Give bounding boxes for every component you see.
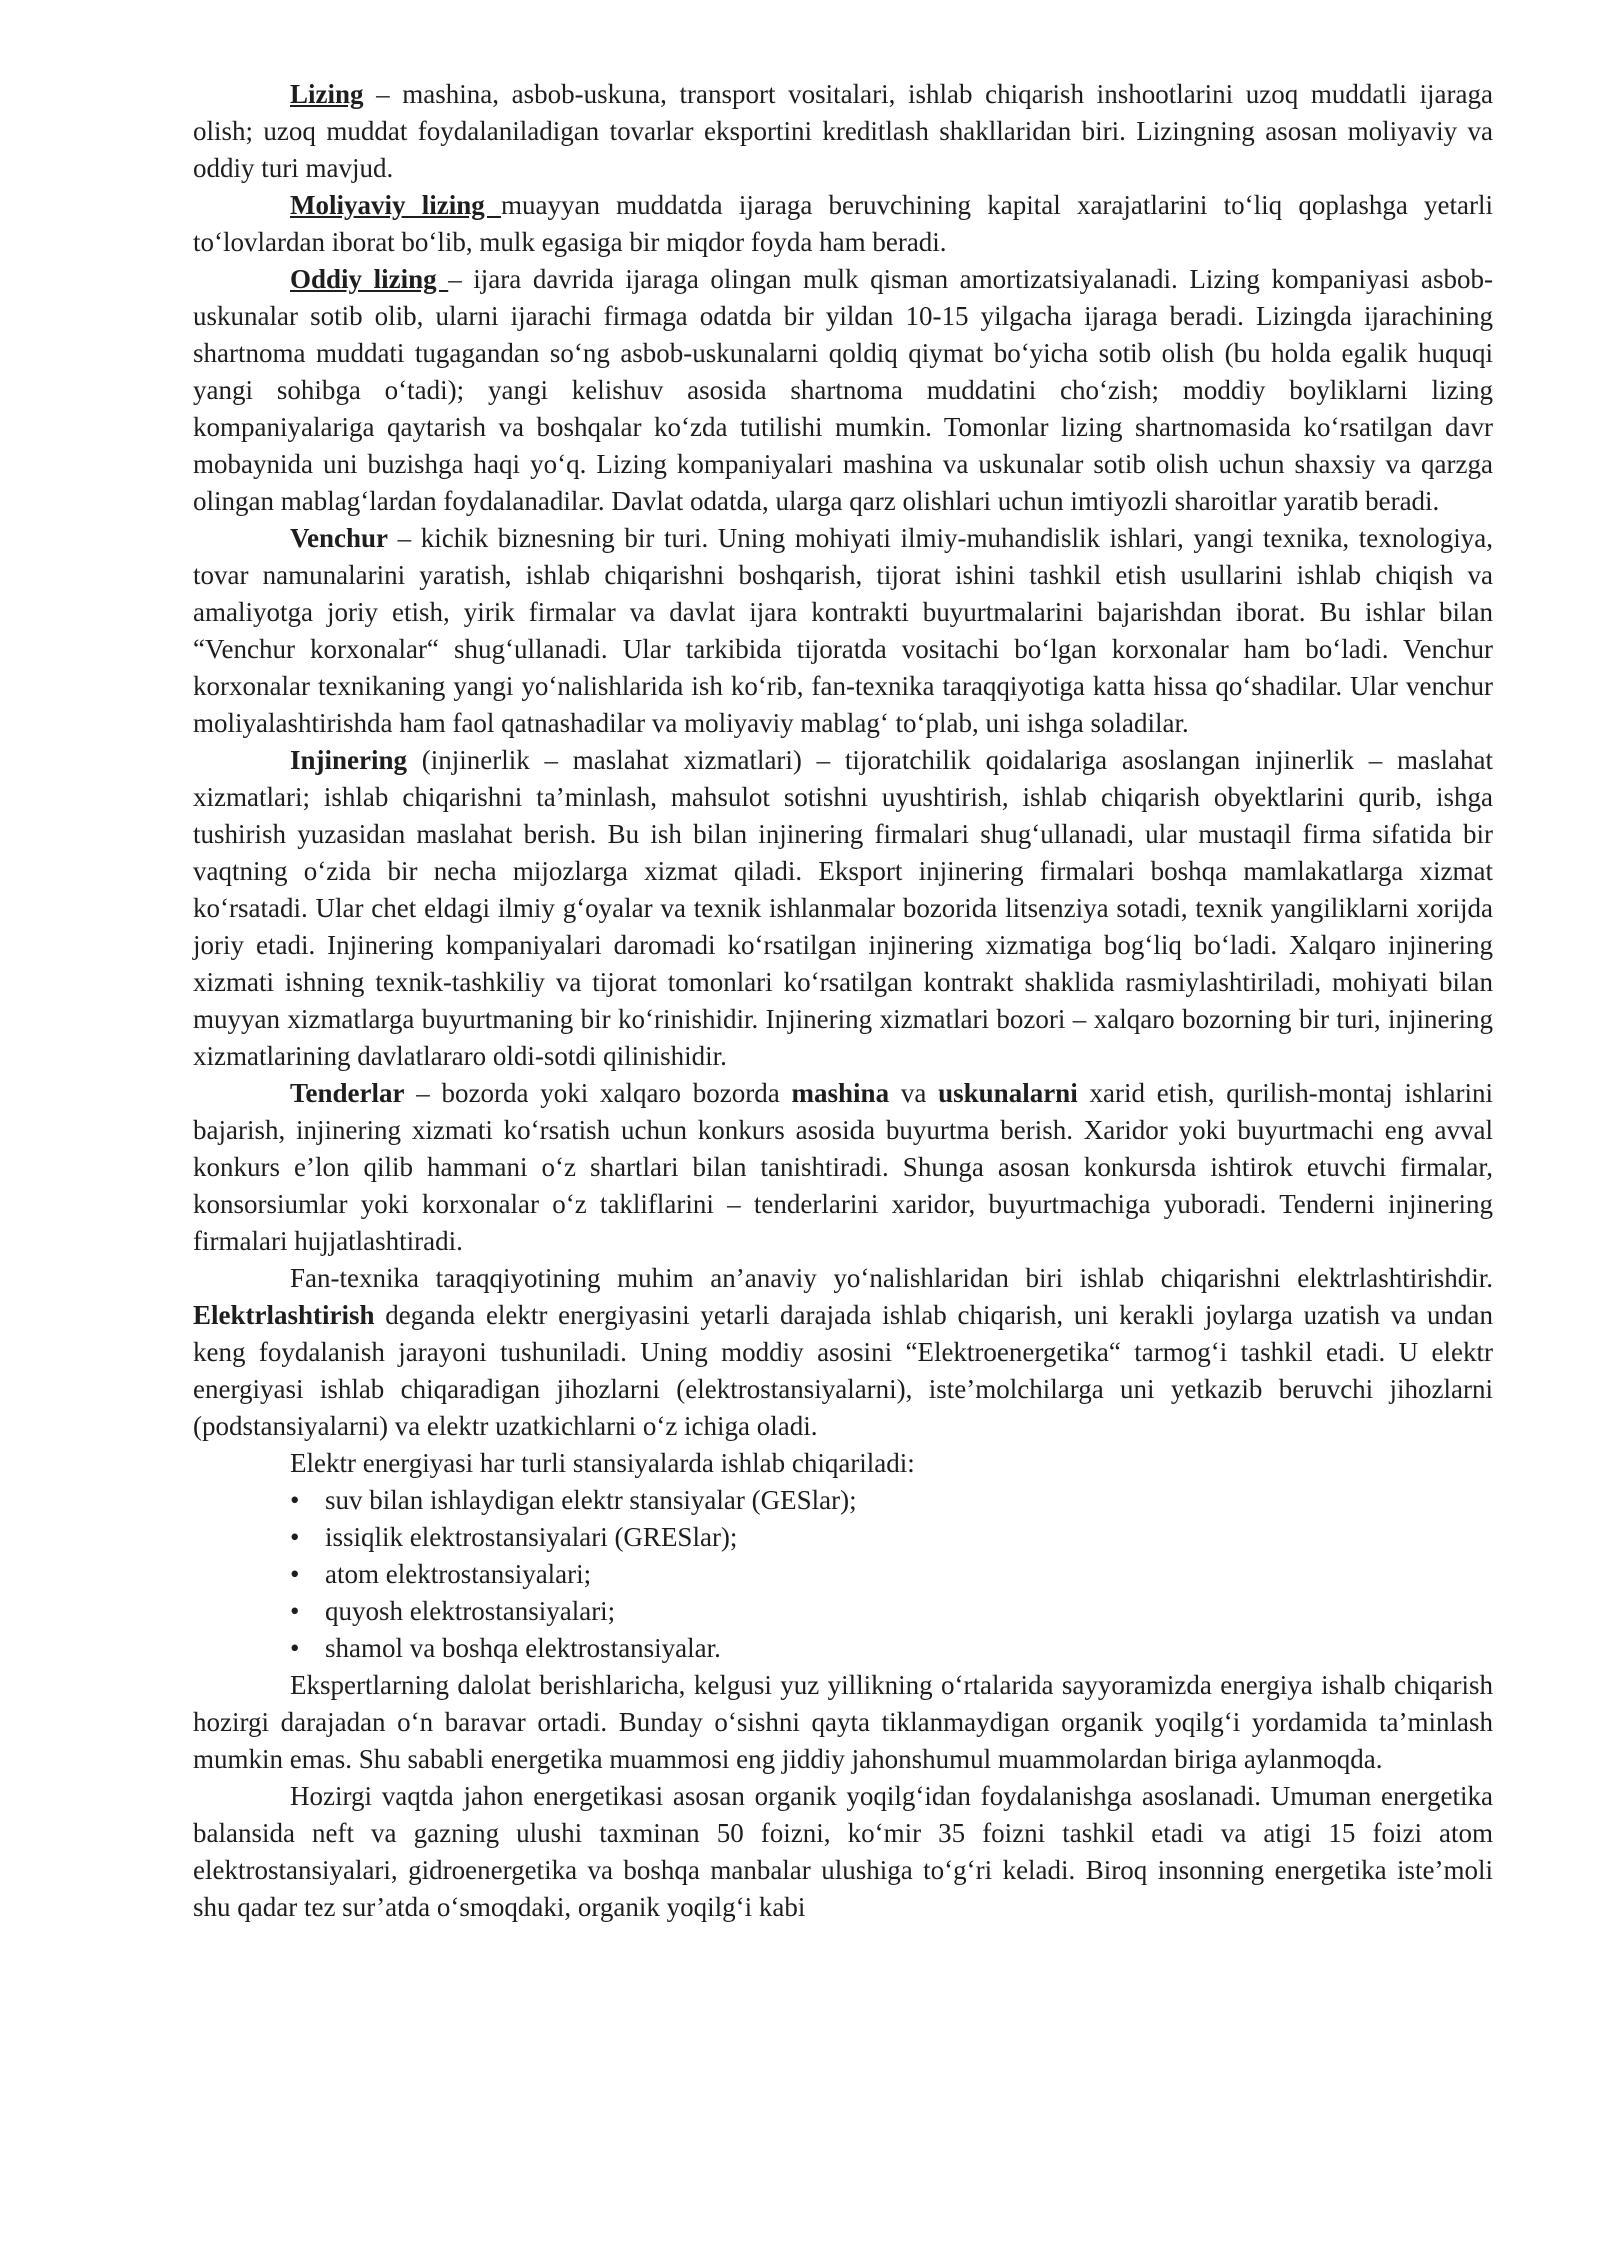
bullet-icon: • — [290, 1522, 300, 1552]
term-oddiy-lizing: Oddiy lizing — [290, 264, 449, 294]
list-item — [193, 1482, 1493, 1519]
list-item — [193, 1519, 1493, 1556]
bullet-icon: • — [290, 1633, 300, 1663]
list-item — [193, 1556, 1493, 1593]
document-page — [193, 76, 1493, 1926]
bullet-icon: • — [290, 1596, 300, 1626]
paragraph-moliyaviy-lizing — [193, 187, 1493, 261]
term-tenderlar: Tenderlar — [290, 1078, 405, 1108]
paragraph-text: va — [889, 1078, 939, 1108]
term-uskunalarni: uskunalarni — [938, 1078, 1078, 1108]
list-item-text: quyosh elektrostansiyalari; — [325, 1596, 616, 1626]
list-item-text: shamol va boshqa elektrostansiyalar. — [325, 1633, 721, 1663]
paragraph-text: – mashina, asbob-uskuna, transport vositalari, ishlab chiqarish inshootlarini uzoq muddatli ijaraga olish; uzoq muddat foydalaniladigan tovarlar eksportini kreditlash shakllaridan biri. Lizingning asosan moliyaviy va oddiy turi mavjud. — [193, 79, 1493, 183]
paragraph-injinering — [193, 742, 1493, 1075]
paragraph-text: (injinerlik – maslahat xizmatlari) – tijoratchilik qoidalariga asoslangan injinerlik – maslahat xizmatlari; ishlab chiqarishni ta’minlash, mahsulot sotishni uyushtirish, ishlab chiqarish obyektlarini qurib, ishga tushirish yuzasidan maslahat berish. Bu ish bilan injinering firmalari shug‘ullanadi, ular mustaqil firma sifatida bir vaqtning o‘zida bir necha mijozlarga xizmat qiladi. Eksport injinering firmalari boshqa mamlakatlarga xizmat ko‘rsatadi. Ular chet eldagi ilmiy g‘oyalar va texnik ishlanmalar bozorida litsenziya sotadi, texnik yangiliklarni xorijda joriy etadi. Injinering kompaniyalari daromadi ko‘rsatilgan injinering xizmatiga bog‘liq bo‘ladi. Xalqaro injinering xizmati ishning texnik-tashkiliy va tijorat tomonlari ko‘rsatilgan kontrakt shaklida rasmiylashtiriladi, mohiyati bilan muyyan xizmatlarga buyurtmaning bir ko‘rinishidir. Injinering xizmatlari bozori – xalqaro bozorning bir turi, injinering xizmatlarining davlatlararo oldi-sotdi qilinishidir. — [193, 745, 1493, 1071]
term-moliyaviy-lizing: Moliyaviy lizing — [290, 190, 501, 220]
list-item — [193, 1593, 1493, 1630]
term-mashina: mashina — [791, 1078, 890, 1108]
term-injinering: Injinering — [290, 745, 408, 775]
list-item-text: atom elektrostansiyalari; — [325, 1559, 592, 1589]
list-item-text: suv bilan ishlaydigan elektr stansiyalar (GESlar); — [325, 1485, 857, 1515]
term-elektrlashtirish: Elektrlashtirish — [193, 1300, 375, 1330]
stansiyalar-list — [193, 1482, 1493, 1667]
paragraph-text: deganda elektr energiyasini yetarli darajada ishlab chiqarish, uni kerakli joylarga uzatish va undan keng foydalanish jarayoni tushuniladi. Uning moddiy asosini “Elektroenergetika“ tarmog‘i tashkil etadi. U elektr energiyasi ishlab chiqaradigan jihozlarni (elektrostansiyalarni), iste’molchilarga uni yetkazib beruvchi jihozlarni (podstansiyalarni) va elektr uzatkichlarni o‘z ichiga oladi. — [193, 1300, 1493, 1441]
paragraph-elektrlashtirish — [193, 1260, 1493, 1445]
paragraph-oddiy-lizing — [193, 261, 1493, 520]
term-venchur: Venchur — [290, 523, 389, 553]
paragraph-lizing — [193, 76, 1493, 187]
bullet-icon: • — [290, 1559, 300, 1589]
paragraph-hozirgi-vaqtda: Hozirgi vaqtda jahon energetikasi asosan organik yoqilg‘idan foydalanishga asoslanadi. Umuman energetika balansida neft va gazning ulushi taxminan 50 foizni, ko‘mir 35 foizni tashkil etadi va atigi 15 foizi atom elektrostansiyalari, gidroenergetika va boshqa manbalar ulushiga to‘g‘ri keladi. Biroq insonning energetika iste’moli shu qadar tez sur’atda o‘smoqdaki, organik yoqilg‘i kabi — [193, 1781, 1493, 1922]
paragraph-text: – bozorda yoki xalqaro bozorda — [404, 1078, 792, 1108]
paragraph-text: Fan-texnika taraqqiyotining muhim an’anaviy yo‘nalishlaridan biri ishlab chiqarishni elektrlashtirishdir. — [290, 1263, 1493, 1293]
paragraph-text: xarid etish, qurilish-montaj ishlarini bajarish, injinering xizmati ko‘rsatish uchun konkurs asosida buyurtma berish. Xaridor yoki buyurtmachi eng avval konkurs e’lon qilib hammani o‘z shartlari bilan tanishtiradi. Shunga asosan konkursda ishtirok etuvchi firmalar, konsorsiumlar yoki korxonalar o‘z takliflarini – tenderlarini xaridor, buyurtmachiga yuboradi. Tenderni injinering firmalari hujjatlashtiradi. — [193, 1078, 1493, 1256]
list-item-text: issiqlik elektrostansiyalari (GRESlar); — [325, 1522, 738, 1552]
list-item — [193, 1630, 1493, 1667]
paragraph-text: muayyan muddatda ijaraga beruvchining kapital xarajatlarini to‘liq qoplashga yetarli to‘lovlardan iborat bo‘lib, mulk egasiga bir miqdor foyda ham beradi. — [193, 190, 1493, 257]
paragraph-venchur — [193, 520, 1493, 742]
paragraph-ekspertlar: Ekspertlarning dalolat berishlaricha, kelgusi yuz yillikning o‘rtalarida sayyoramizda energiya ishalb chiqarish hozirgi darajadan o‘n baravar ortadi. Bunday o‘sishni qayta tiklanmaydigan organik yoqilg‘i yordamida ta’minlash mumkin emas. Shu sababli energetika muammosi eng jiddiy jahonshumul muammolardan biriga aylanmoqda. — [193, 1670, 1493, 1774]
term-lizing: Lizing — [290, 79, 364, 109]
paragraph-text: – ijara davrida ijaraga olingan mulk qisman amortizatsiyalanadi. Lizing kompaniyasi asbob-uskunalar sotib olib, ularni ijarachi firmaga odatda bir yildan 10-15 yilgacha ijaraga beradi. Lizingda ijarachining shartnoma muddati tugagandan so‘ng asbob-uskunalarni qoldiq qiymat bo‘yicha sotib olish (bu holda egalik huquqi yangi sohibga o‘tadi); yangi kelishuv asosida shartnoma muddatini cho‘zish; moddiy boyliklarni lizing kompaniyalariga qaytarish va boshqalar ko‘zda tutilishi mumkin. Tomonlar lizing shartnomasida ko‘rsatilgan davr mobaynida uni buzishga haqi yo‘q. Lizing kompaniyalari mashina va uskunalar sotib olish uchun shaxsiy va qarzga olingan mablag‘lardan foydalanadilar. Davlat odatda, ularga qarz olishlari uchun imtiyozli sharoitlar yaratib beradi. — [193, 264, 1493, 516]
paragraph-text: – kichik biznesning bir turi. Uning mohiyati ilmiy-muhandislik ishlari, yangi texnika, texnologiya, tovar namunalarini yaratish, ishlab chiqarishni boshqarish, tijorat ishini tashkil etish usullarini ishlab chiqish va amaliyotga joriy etish, yirik firmalar va davlat ijara kontrakti buyurtmalarini bajarishdan iborat. Bu ishlar bilan “Venchur korxonalar“ shug‘ullanadi. Ular tarkibida tijoratda vositachi bo‘lgan korxonalar ham bo‘ladi. Venchur korxonalar texnikaning yangi yo‘nalishlarida ish ko‘rib, fan-texnika taraqqiyotiga katta hissa qo‘shadilar. Ular venchur moliyalashtirishda ham faol qatnashadilar va moliyaviy mablag‘ to‘plab, uni ishga soladilar. — [193, 523, 1493, 738]
paragraph-tenderlar — [193, 1075, 1493, 1260]
paragraph-stansiyalar-intro: Elektr energiyasi har turli stansiyalarda ishlab chiqariladi: — [290, 1448, 915, 1478]
bullet-icon: • — [290, 1485, 300, 1515]
